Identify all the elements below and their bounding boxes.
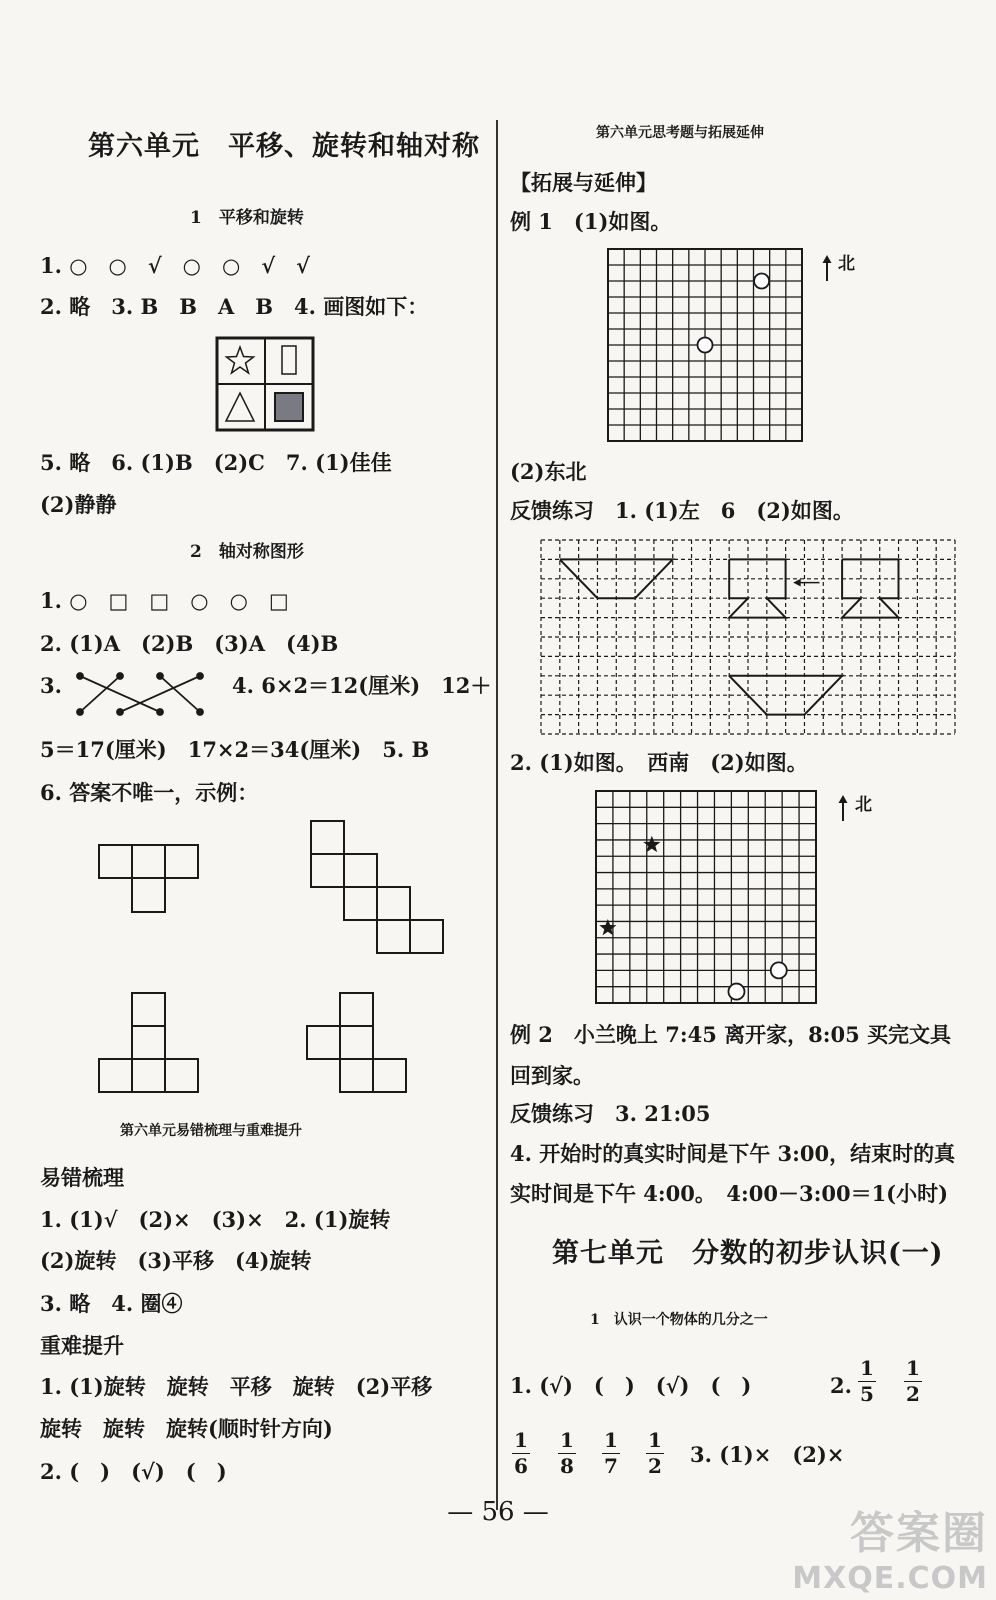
- circle-marker: [698, 338, 713, 353]
- triangle-shape: [226, 393, 254, 421]
- staircase-shape: [310, 820, 446, 954]
- circle-marker: [728, 984, 744, 1000]
- unit7-section1-title: 1 认识一个物体的几分之一: [590, 1312, 768, 1328]
- matching-lines: [74, 670, 214, 718]
- circle-marker: [754, 274, 769, 289]
- answer-2-6: 6. 答案不唯一，示例：: [40, 780, 259, 805]
- unit7-title: 第七单元 分数的初步认识(一): [552, 1238, 944, 1269]
- frame-shape: [729, 559, 785, 617]
- step-shape: [306, 992, 408, 1094]
- circle-marker: [771, 962, 787, 978]
- answer-4a: 4. 开始时的真实时间是下午 3:00，结束时的真: [510, 1141, 956, 1166]
- u7-answer-1: 1. (√) ( ) (√) ( ): [510, 1373, 752, 1398]
- star-icon: [227, 347, 254, 373]
- errors-line-3: 3. 略 4. 圈④: [40, 1291, 183, 1316]
- section2-title: 2 轴对称图形: [190, 542, 304, 562]
- hard-line-1: 1. (1)旋转 旋转 平移 旋转 (2)平移: [40, 1374, 433, 1399]
- feedback-3: 反馈练习 3. 21:05: [510, 1101, 711, 1126]
- shaded-square: [275, 393, 303, 421]
- answer-1-1: 1. ○ ○ √ ○ ○ √ √: [40, 253, 310, 278]
- fraction-1-6: 1 6: [512, 1430, 530, 1477]
- frame-shape: [842, 559, 898, 617]
- fraction-1-7: 1 7: [602, 1430, 620, 1477]
- example-1b: (2)东北: [510, 459, 587, 484]
- answer-4b: 实时间是下午 4:00。 4:00－3:00＝1(小时): [510, 1181, 949, 1206]
- example-2b: 回到家。: [510, 1063, 594, 1088]
- think-title: 第六单元思考题与拓展延伸: [596, 125, 764, 141]
- answer-2-3-label: 3.: [40, 673, 62, 698]
- answer-1-5: 5. 略 6. (1)B (2)C 7. (1)佳佳: [40, 450, 392, 475]
- north-label: 北: [838, 254, 855, 274]
- answer-2-4b: 5＝17(厘米) 17×2＝34(厘米) 5. B: [40, 737, 430, 762]
- fraction-1-2b: 1 2: [646, 1430, 664, 1477]
- errors-line-2: (2)旋转 (3)平移 (4)旋转: [40, 1248, 312, 1273]
- rectangle-shape: [282, 346, 296, 374]
- unit6-title: 第六单元 平移、旋转和轴对称: [88, 131, 480, 162]
- page-number: — 56 —: [447, 1497, 549, 1527]
- hard-subtitle: 重难提升: [40, 1333, 124, 1358]
- feedback-1: 反馈练习 1. (1)左 6 (2)如图。: [510, 498, 854, 523]
- answer-2-2: 2. (1)A (2)B (3)A (4)B: [40, 631, 339, 656]
- grid-example-2: [595, 790, 817, 1004]
- rotation-figure: [216, 337, 314, 431]
- answer-2-4: 4. 6×2＝12(厘米) 12＋: [232, 673, 492, 698]
- north-label-2: 北: [855, 795, 872, 815]
- fraction-1-2: 1 2: [904, 1358, 922, 1405]
- inverted-t-shape: [98, 992, 200, 1094]
- column-divider: [496, 120, 498, 1510]
- hard-line-3: 2. ( ) (√) ( ): [40, 1459, 227, 1484]
- u7-answer-2-label: 2.: [830, 1373, 852, 1398]
- errors-title: 第六单元易错梳理与重难提升: [120, 1123, 302, 1139]
- example-2a: 例 2 小兰晚上 7:45 离开家，8:05 买完文具: [510, 1022, 952, 1047]
- feedback-2: 2. (1)如图。 西南 (2)如图。: [510, 750, 808, 775]
- watermark-logo: 答案圈 MXQE.COM: [792, 1508, 988, 1596]
- extension-label: 【拓展与延伸】: [510, 170, 657, 195]
- fraction-1-5: 1 5: [858, 1358, 876, 1405]
- example-1: 例 1 (1)如图。: [510, 209, 672, 234]
- north-arrow-icon-2: [838, 795, 848, 821]
- errors-subtitle: 易错梳理: [40, 1165, 124, 1190]
- u7-answer-3: 3. (1)× (2)×: [690, 1442, 845, 1467]
- section1-title: 1 平移和旋转: [190, 208, 304, 228]
- star-icon: [643, 836, 660, 852]
- grid-example-1: [607, 248, 803, 442]
- hard-line-2: 旋转 旋转 旋转(顺时针方向): [40, 1416, 333, 1441]
- errors-line-1: 1. (1)√ (2)× (3)× 2. (1)旋转: [40, 1207, 391, 1232]
- answer-1-2: 2. 略 3. B B A B 4. 画图如下：: [40, 294, 429, 319]
- fraction-1-8: 1 8: [558, 1430, 576, 1477]
- t-shape: [98, 844, 200, 914]
- answer-2-1: 1. ○ □ □ ○ ○ □: [40, 588, 289, 613]
- north-arrow-icon: [822, 255, 832, 281]
- dashed-grid-figure: [540, 539, 956, 735]
- answer-1-5b: (2)静静: [40, 492, 117, 517]
